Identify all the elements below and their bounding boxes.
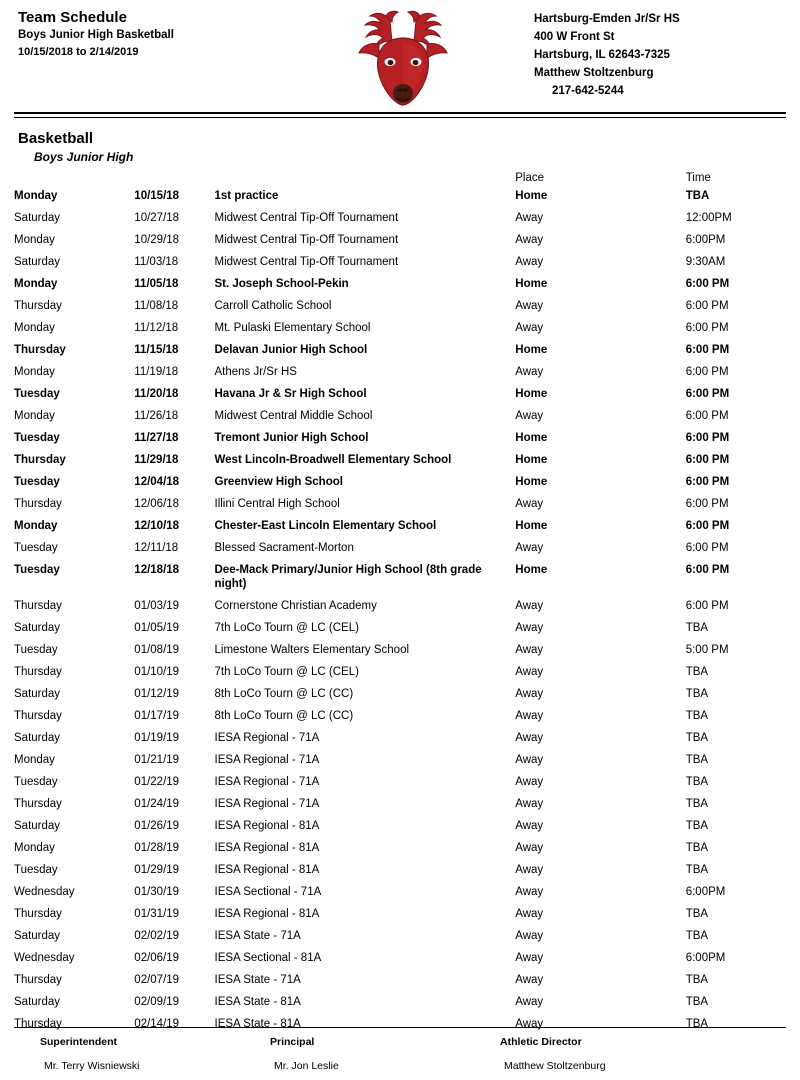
cell-day: Monday bbox=[14, 278, 58, 290]
table-row bbox=[14, 661, 786, 683]
cell-time: 6:00 PM bbox=[685, 520, 730, 532]
table-row bbox=[14, 947, 786, 969]
table-row bbox=[14, 427, 786, 449]
cell-time: TBA bbox=[685, 732, 709, 744]
footer-divider bbox=[14, 1027, 786, 1028]
cell-day: Thursday bbox=[14, 498, 62, 510]
cell-date: 01/29/19 bbox=[134, 864, 180, 876]
cell-place: Away bbox=[515, 996, 544, 1008]
cell-opponent: Midwest Central Tip-Off Tournament bbox=[214, 234, 399, 246]
cell-opponent: 7th LoCo Tourn @ LC (CEL) bbox=[214, 622, 359, 634]
cell-date: 11/19/18 bbox=[134, 366, 179, 378]
cell-place: Home bbox=[515, 190, 548, 202]
cell-date: 02/06/19 bbox=[134, 952, 180, 964]
cell-date: 02/02/19 bbox=[134, 930, 180, 942]
cell-time: TBA bbox=[685, 710, 709, 722]
table-row bbox=[14, 639, 786, 661]
cell-day: Saturday bbox=[14, 256, 61, 268]
cell-date: 02/09/19 bbox=[134, 996, 180, 1008]
cell-opponent: Illini Central High School bbox=[214, 498, 340, 510]
cell-time: 6:00 PM bbox=[685, 498, 729, 510]
table-row bbox=[14, 471, 786, 493]
logo-container bbox=[288, 8, 518, 106]
cell-place: Away bbox=[515, 600, 544, 612]
cell-opponent: St. Joseph School-Pekin bbox=[214, 278, 349, 290]
cell-time: TBA bbox=[685, 930, 709, 942]
cell-date: 01/03/19 bbox=[134, 600, 180, 612]
cell-time: 6:00 PM bbox=[685, 278, 730, 290]
cell-date: 12/10/18 bbox=[134, 520, 180, 532]
cell-place: Home bbox=[515, 454, 548, 466]
cell-time: 9:30AM bbox=[685, 256, 726, 268]
table-row bbox=[14, 339, 786, 361]
cell-date: 11/05/18 bbox=[134, 278, 179, 290]
cell-time: 6:00 PM bbox=[685, 600, 729, 612]
table-row bbox=[14, 859, 786, 881]
cell-time: 12:00PM bbox=[685, 212, 732, 224]
cell-opponent: IESA State - 81A bbox=[214, 996, 301, 1008]
cell-place: Away bbox=[515, 498, 544, 510]
cell-place: Away bbox=[515, 754, 544, 766]
cell-day: Monday bbox=[14, 322, 55, 334]
cell-time: 6:00PM bbox=[685, 886, 726, 898]
cell-day: Thursday bbox=[14, 344, 66, 356]
table-row bbox=[14, 727, 786, 749]
cell-day: Thursday bbox=[14, 710, 62, 722]
cell-day: Monday bbox=[14, 410, 55, 422]
cell-date: 12/06/18 bbox=[134, 498, 180, 510]
cell-place: Away bbox=[515, 666, 544, 678]
cell-place: Away bbox=[515, 366, 544, 378]
stag-head-logo bbox=[346, 10, 461, 106]
table-row bbox=[14, 185, 786, 207]
page-footer bbox=[14, 1027, 786, 1072]
cell-day: Tuesday bbox=[14, 432, 60, 444]
cell-date: 01/21/19 bbox=[134, 754, 180, 766]
cell-time: 6:00 PM bbox=[685, 300, 729, 312]
cell-date: 11/20/18 bbox=[134, 388, 179, 400]
cell-day: Tuesday bbox=[14, 542, 58, 554]
col-header-day bbox=[14, 172, 134, 185]
cell-opponent: IESA State - 81A bbox=[214, 1018, 301, 1030]
col-header-date bbox=[134, 172, 214, 185]
cell-date: 01/31/19 bbox=[134, 908, 180, 920]
cell-place: Home bbox=[515, 520, 548, 532]
cell-day: Thursday bbox=[14, 798, 62, 810]
table-row bbox=[14, 749, 786, 771]
cell-time: 6:00 PM bbox=[685, 432, 730, 444]
col-header-opponent bbox=[215, 172, 516, 185]
cell-opponent: Blessed Sacrament-Morton bbox=[214, 542, 354, 554]
cell-time: 6:00 PM bbox=[685, 344, 730, 356]
cell-time: TBA bbox=[685, 776, 709, 788]
table-row bbox=[14, 881, 786, 903]
cell-opponent: IESA Regional - 81A bbox=[214, 820, 320, 832]
cell-place: Home bbox=[515, 278, 548, 290]
cell-opponent: Athens Jr/Sr HS bbox=[214, 366, 297, 378]
cell-day: Monday bbox=[14, 754, 55, 766]
cell-time: 6:00 PM bbox=[685, 322, 729, 334]
cell-time: 6:00 PM bbox=[685, 388, 730, 400]
cell-day: Saturday bbox=[14, 688, 61, 700]
table-row bbox=[14, 207, 786, 229]
cell-date: 01/10/19 bbox=[134, 666, 180, 678]
cell-date: 02/14/19 bbox=[134, 1018, 180, 1030]
cell-time: TBA bbox=[685, 974, 709, 986]
cell-day: Tuesday bbox=[14, 476, 60, 488]
page-title: Team Schedule bbox=[18, 9, 127, 26]
table-row bbox=[14, 705, 786, 727]
cell-opponent: Carroll Catholic School bbox=[214, 300, 332, 312]
school-name: Hartsburg-Emden Jr/Sr HS bbox=[534, 13, 680, 25]
table-header-row bbox=[14, 172, 786, 185]
cell-opponent: Midwest Central Middle School bbox=[214, 410, 373, 422]
cell-time: 6:00 PM bbox=[685, 366, 729, 378]
cell-place: Home bbox=[515, 432, 548, 444]
cell-day: Tuesday bbox=[14, 644, 58, 656]
cell-day: Thursday bbox=[14, 1018, 62, 1030]
cell-time: TBA bbox=[685, 820, 709, 832]
cell-opponent: IESA State - 71A bbox=[214, 930, 301, 942]
cell-opponent: IESA Regional - 71A bbox=[214, 754, 320, 766]
footer-column-superintendent bbox=[14, 1036, 244, 1072]
cell-time: 6:00 PM bbox=[685, 564, 730, 576]
cell-date: 01/30/19 bbox=[134, 886, 180, 898]
cell-time: TBA bbox=[685, 622, 709, 634]
cell-opponent: 1st practice bbox=[214, 190, 279, 202]
cell-day: Monday bbox=[14, 520, 58, 532]
cell-place: Away bbox=[515, 710, 544, 722]
cell-day: Saturday bbox=[14, 996, 61, 1008]
cell-date: 10/29/18 bbox=[134, 234, 180, 246]
cell-place: Away bbox=[515, 542, 544, 554]
cell-place: Home bbox=[515, 388, 548, 400]
table-row bbox=[14, 251, 786, 273]
cell-opponent: Midwest Central Tip-Off Tournament bbox=[214, 256, 399, 268]
cell-place: Away bbox=[515, 820, 544, 832]
cell-day: Thursday bbox=[14, 908, 62, 920]
cell-place: Away bbox=[515, 864, 544, 876]
footer-name: Matthew Stoltzenburg bbox=[504, 1060, 606, 1072]
cell-place: Away bbox=[515, 644, 544, 656]
footer-title: Principal bbox=[270, 1036, 315, 1048]
cell-day: Thursday bbox=[14, 974, 62, 986]
cell-date: 01/19/19 bbox=[134, 732, 180, 744]
cell-date: 01/12/19 bbox=[134, 688, 180, 700]
cell-date: 01/22/19 bbox=[134, 776, 180, 788]
footer-name: Mr. Terry Wisniewski bbox=[44, 1060, 140, 1072]
cell-time: 6:00 PM bbox=[685, 410, 729, 422]
cell-date: 11/27/18 bbox=[134, 432, 179, 444]
page-header bbox=[14, 0, 786, 108]
level-heading: Boys Junior High bbox=[34, 150, 134, 164]
cell-opponent: IESA State - 71A bbox=[214, 974, 301, 986]
cell-place: Away bbox=[515, 212, 544, 224]
cell-day: Thursday bbox=[14, 666, 62, 678]
cell-opponent: Chester-East Lincoln Elementary School bbox=[214, 520, 437, 532]
cell-time: TBA bbox=[685, 798, 709, 810]
table-row bbox=[14, 903, 786, 925]
table-row bbox=[14, 361, 786, 383]
cell-day: Tuesday bbox=[14, 564, 60, 576]
cell-day: Thursday bbox=[14, 300, 62, 312]
table-row bbox=[14, 383, 786, 405]
cell-place: Away bbox=[515, 234, 544, 246]
cell-place: Away bbox=[515, 732, 544, 744]
cell-opponent: IESA Regional - 81A bbox=[214, 908, 320, 920]
table-row bbox=[14, 515, 786, 537]
school-address-line2: Hartsburg, IL 62643-7325 bbox=[534, 49, 670, 61]
table-row bbox=[14, 449, 786, 471]
header-divider bbox=[14, 112, 786, 118]
table-row bbox=[14, 793, 786, 815]
cell-date: 01/26/19 bbox=[134, 820, 180, 832]
cell-date: 01/17/19 bbox=[134, 710, 180, 722]
cell-place: Home bbox=[515, 476, 548, 488]
cell-time: 5:00 PM bbox=[685, 644, 729, 656]
cell-date: 01/24/19 bbox=[134, 798, 180, 810]
table-row bbox=[14, 493, 786, 515]
cell-time: TBA bbox=[685, 996, 709, 1008]
table-row bbox=[14, 295, 786, 317]
footer-column-principal bbox=[244, 1036, 474, 1072]
cell-date: 01/05/19 bbox=[134, 622, 180, 634]
cell-day: Tuesday bbox=[14, 864, 58, 876]
cell-opponent: West Lincoln-Broadwell Elementary School bbox=[214, 454, 452, 466]
cell-opponent: 7th LoCo Tourn @ LC (CEL) bbox=[214, 666, 359, 678]
cell-date: 02/07/19 bbox=[134, 974, 180, 986]
cell-time: TBA bbox=[685, 908, 709, 920]
cell-date: 11/26/18 bbox=[134, 410, 179, 422]
cell-opponent: Havana Jr & Sr High School bbox=[214, 388, 367, 400]
cell-date: 12/04/18 bbox=[134, 476, 180, 488]
table-row bbox=[14, 991, 786, 1013]
cell-place: Away bbox=[515, 798, 544, 810]
cell-day: Saturday bbox=[14, 820, 61, 832]
footer-title: Superintendent bbox=[40, 1036, 118, 1048]
table-row bbox=[14, 229, 786, 251]
cell-place: Away bbox=[515, 622, 544, 634]
cell-place: Away bbox=[515, 776, 544, 788]
sport-heading: Basketball bbox=[18, 130, 94, 147]
date-range: 10/15/2018 to 2/14/2019 bbox=[18, 46, 139, 58]
cell-date: 11/12/18 bbox=[134, 322, 179, 334]
table-row bbox=[14, 771, 786, 793]
cell-day: Thursday bbox=[14, 454, 66, 466]
cell-date: 11/29/18 bbox=[134, 454, 179, 466]
cell-opponent: Limestone Walters Elementary School bbox=[214, 644, 410, 656]
cell-time: 6:00 PM bbox=[685, 476, 730, 488]
cell-opponent: IESA Regional - 81A bbox=[214, 864, 320, 876]
cell-day: Wednesday bbox=[14, 886, 75, 898]
cell-place: Home bbox=[515, 564, 548, 576]
cell-time: TBA bbox=[685, 688, 709, 700]
cell-opponent: IESA Regional - 81A bbox=[214, 842, 320, 854]
cell-place: Away bbox=[515, 974, 544, 986]
cell-day: Saturday bbox=[14, 930, 61, 942]
cell-day: Wednesday bbox=[14, 952, 75, 964]
col-header-time: Time bbox=[685, 172, 711, 184]
cell-place: Away bbox=[515, 322, 544, 334]
cell-date: 12/11/18 bbox=[134, 542, 179, 554]
cell-day: Tuesday bbox=[14, 388, 60, 400]
cell-day: Saturday bbox=[14, 212, 61, 224]
cell-place: Away bbox=[515, 952, 544, 964]
cell-date: 12/18/18 bbox=[134, 564, 180, 576]
cell-place: Away bbox=[515, 842, 544, 854]
cell-opponent: Dee-Mack Primary/Junior High School (8th grade night) bbox=[214, 564, 482, 590]
table-row bbox=[14, 537, 786, 559]
school-address-line1: 400 W Front St bbox=[534, 31, 615, 43]
table-row bbox=[14, 617, 786, 639]
table-row bbox=[14, 317, 786, 339]
cell-opponent: Midwest Central Tip-Off Tournament bbox=[214, 212, 399, 224]
cell-day: Saturday bbox=[14, 732, 61, 744]
table-row bbox=[14, 273, 786, 295]
table-row bbox=[14, 925, 786, 947]
cell-date: 11/08/18 bbox=[134, 300, 179, 312]
table-row bbox=[14, 559, 786, 595]
cell-place: Away bbox=[515, 1018, 544, 1030]
cell-day: Monday bbox=[14, 366, 55, 378]
table-row bbox=[14, 815, 786, 837]
table-row bbox=[14, 595, 786, 617]
cell-day: Saturday bbox=[14, 622, 61, 634]
cell-time: TBA bbox=[685, 842, 709, 854]
contact-phone: 217-642-5244 bbox=[552, 85, 624, 97]
cell-date: 01/08/19 bbox=[134, 644, 180, 656]
cell-opponent: Greenview High School bbox=[214, 476, 343, 488]
cell-time: TBA bbox=[685, 190, 710, 202]
cell-opponent: IESA Sectional - 71A bbox=[214, 886, 322, 898]
footer-name: Mr. Jon Leslie bbox=[274, 1060, 339, 1072]
cell-place: Away bbox=[515, 688, 544, 700]
cell-date: 01/28/19 bbox=[134, 842, 180, 854]
footer-column-athletic-director bbox=[474, 1036, 704, 1072]
cell-place: Away bbox=[515, 886, 544, 898]
cell-time: TBA bbox=[685, 864, 709, 876]
table-row bbox=[14, 837, 786, 859]
cell-day: Tuesday bbox=[14, 776, 58, 788]
cell-opponent: IESA Regional - 71A bbox=[214, 798, 320, 810]
cell-time: TBA bbox=[685, 754, 709, 766]
header-right-block bbox=[518, 8, 786, 100]
table-row bbox=[14, 405, 786, 427]
cell-opponent: Cornerstone Christian Academy bbox=[214, 600, 377, 612]
cell-day: Monday bbox=[14, 842, 55, 854]
cell-day: Thursday bbox=[14, 600, 62, 612]
footer-title: Athletic Director bbox=[500, 1036, 582, 1048]
cell-time: 6:00PM bbox=[685, 234, 726, 246]
cell-opponent: Mt. Pulaski Elementary School bbox=[214, 322, 371, 334]
cell-place: Away bbox=[515, 908, 544, 920]
cell-opponent: 8th LoCo Tourn @ LC (CC) bbox=[214, 710, 354, 722]
cell-time: TBA bbox=[685, 1018, 709, 1030]
cell-date: 11/03/18 bbox=[134, 256, 179, 268]
cell-opponent: Delavan Junior High School bbox=[214, 344, 368, 356]
cell-time: 6:00 PM bbox=[685, 454, 730, 466]
cell-time: TBA bbox=[685, 666, 709, 678]
cell-date: 11/15/18 bbox=[134, 344, 179, 356]
cell-place: Home bbox=[515, 344, 548, 356]
cell-opponent: IESA Sectional - 81A bbox=[214, 952, 322, 964]
cell-opponent: IESA Regional - 71A bbox=[214, 776, 320, 788]
cell-date: 10/27/18 bbox=[134, 212, 180, 224]
cell-day: Monday bbox=[14, 190, 58, 202]
cell-place: Away bbox=[515, 930, 544, 942]
page-subtitle: Boys Junior High Basketball bbox=[18, 29, 174, 41]
contact-name: Matthew Stoltzenburg bbox=[534, 67, 654, 79]
schedule-table-body bbox=[14, 185, 786, 1035]
schedule-table bbox=[14, 172, 786, 1035]
cell-date: 10/15/18 bbox=[134, 190, 180, 202]
cell-place: Away bbox=[515, 410, 544, 422]
table-row bbox=[14, 683, 786, 705]
cell-day: Monday bbox=[14, 234, 55, 246]
cell-opponent: 8th LoCo Tourn @ LC (CC) bbox=[214, 688, 354, 700]
cell-opponent: Tremont Junior High School bbox=[214, 432, 369, 444]
cell-opponent: IESA Regional - 71A bbox=[214, 732, 320, 744]
col-header-place: Place bbox=[515, 172, 545, 184]
cell-place: Away bbox=[515, 256, 544, 268]
cell-time: 6:00 PM bbox=[685, 542, 729, 554]
table-row bbox=[14, 969, 786, 991]
cell-time: 6:00PM bbox=[685, 952, 726, 964]
cell-place: Away bbox=[515, 300, 544, 312]
header-left-block bbox=[14, 8, 288, 60]
